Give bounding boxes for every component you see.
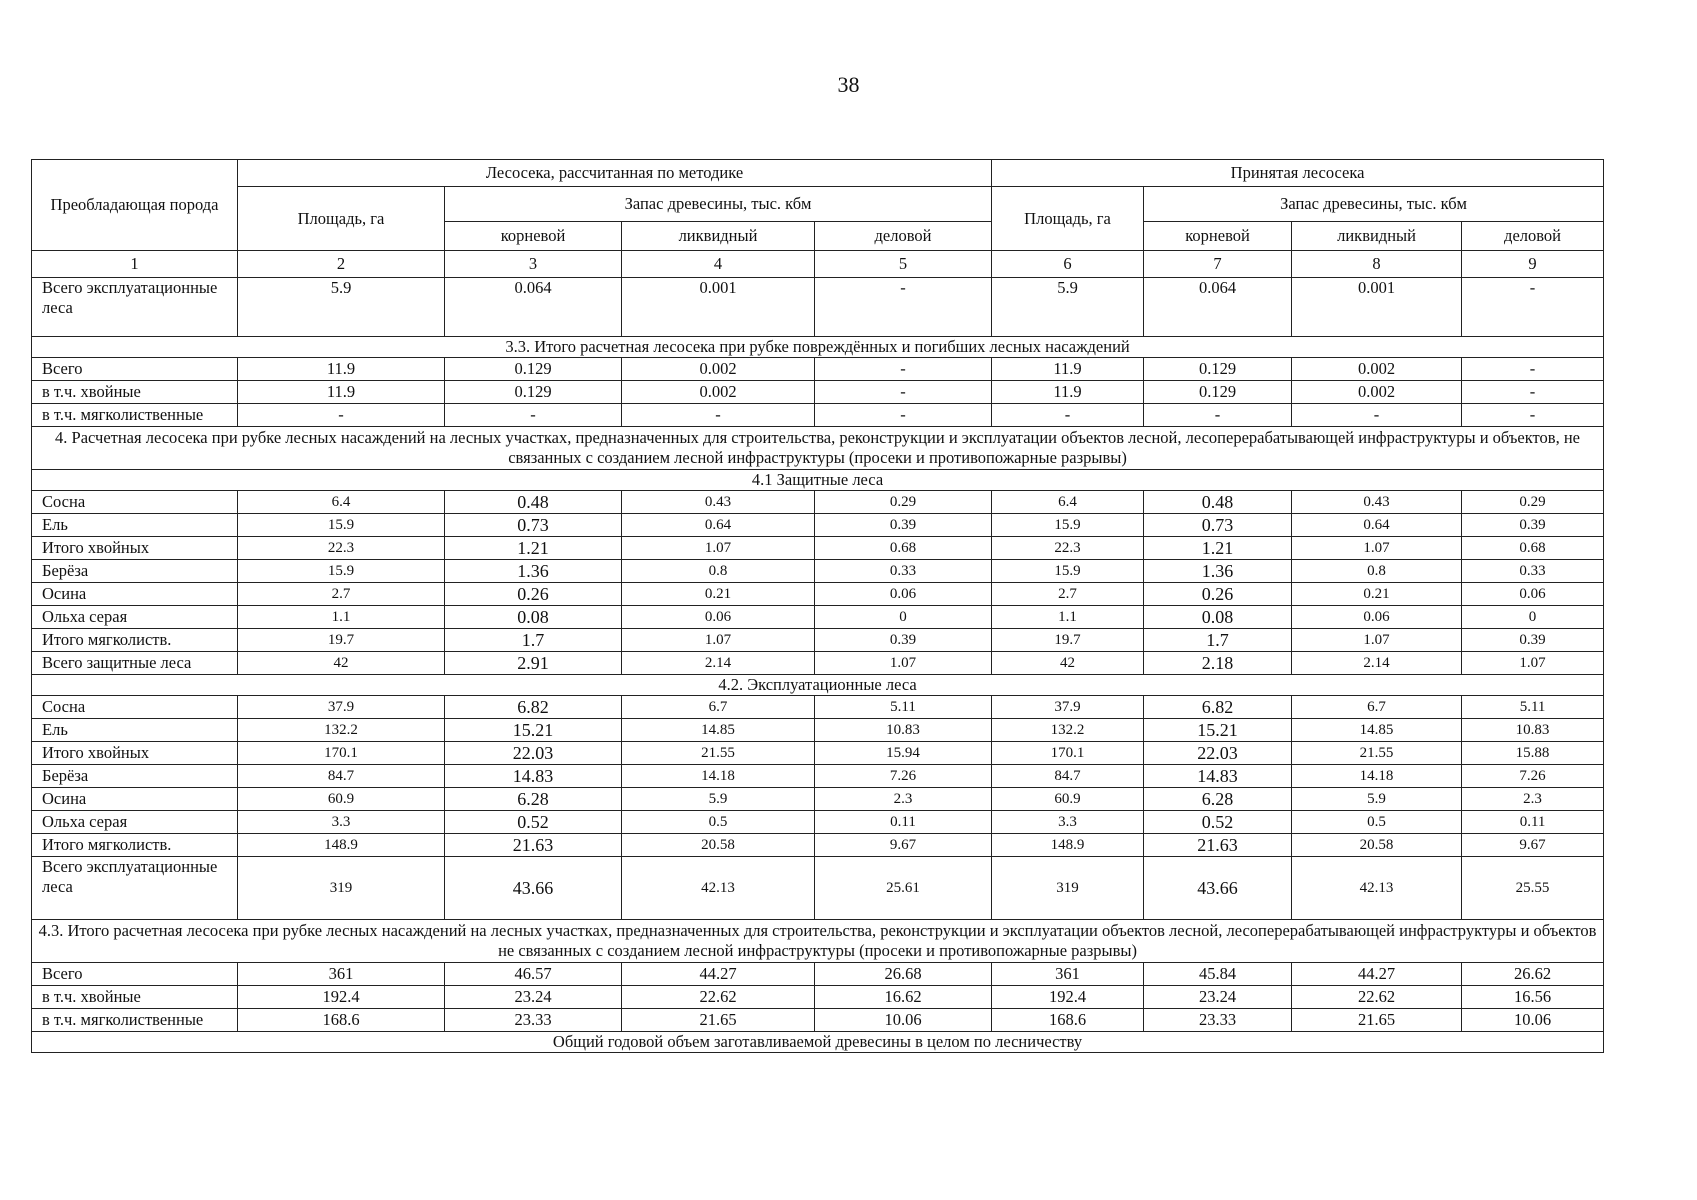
table-cell: - <box>815 358 992 381</box>
column-number: 9 <box>1462 251 1604 278</box>
table-cell: 21.63 <box>445 834 622 857</box>
table-cell: 132.2 <box>238 719 445 742</box>
header-business-calc: деловой <box>815 222 992 251</box>
table-cell: 42.13 <box>622 857 815 920</box>
table-cell: - <box>1144 404 1292 427</box>
table-cell: 2.7 <box>992 583 1144 606</box>
table-cell: 21.63 <box>1144 834 1292 857</box>
table-row <box>32 765 1604 788</box>
table-cell: 1.07 <box>1292 629 1462 652</box>
table-cell: 0.08 <box>445 606 622 629</box>
row-label: Всего защитные леса <box>32 652 238 675</box>
table-cell: 6.82 <box>445 696 622 719</box>
section-title-row <box>32 675 1604 696</box>
table-cell: 0.48 <box>1144 491 1292 514</box>
column-number: 3 <box>445 251 622 278</box>
table-cell: 148.9 <box>992 834 1144 857</box>
header-stock-calc: Запас древесины, тыс. кбм <box>445 187 992 222</box>
table-cell: 20.58 <box>1292 834 1462 857</box>
table-cell: 0.002 <box>1292 381 1462 404</box>
table-cell: 15.9 <box>992 560 1144 583</box>
table-cell: - <box>622 404 815 427</box>
table-cell: 0.129 <box>445 381 622 404</box>
table-cell: 1.1 <box>238 606 445 629</box>
column-number-row <box>32 251 1604 278</box>
table-cell: - <box>238 404 445 427</box>
section-title: 4.1 Защитные леса <box>32 470 1604 491</box>
row-label: Ель <box>32 514 238 537</box>
table-cell: 132.2 <box>992 719 1144 742</box>
table-cell: 7.26 <box>815 765 992 788</box>
table-cell: 20.58 <box>622 834 815 857</box>
table-cell: 0.129 <box>1144 381 1292 404</box>
table-cell: 0.68 <box>815 537 992 560</box>
table-cell: 168.6 <box>992 1009 1144 1032</box>
header-area-accepted: Площадь, га <box>992 187 1144 251</box>
table-cell: - <box>1462 278 1604 337</box>
table-cell: 26.62 <box>1462 963 1604 986</box>
table-cell: 26.68 <box>815 963 992 986</box>
table-cell: 1.1 <box>992 606 1144 629</box>
header-accepted-group: Принятая лесосека <box>992 160 1604 187</box>
section-title-row <box>32 1032 1604 1053</box>
table-cell: 14.18 <box>622 765 815 788</box>
table-cell: 10.06 <box>815 1009 992 1032</box>
table-cell: 6.28 <box>1144 788 1292 811</box>
table-cell: 19.7 <box>992 629 1144 652</box>
section-title: 4. Расчетная лесосека при рубке лесных насаждений на лесных участках, предназначенных для строительства, реконструкции и эксплуатации объектов лесной, лесоперерабатывающей инфраструктуры и объектов, не связанных с созданием лесной инфраструктуры (просеки и противопожарные разрывы) <box>32 427 1604 470</box>
table-cell: 42.13 <box>1292 857 1462 920</box>
table-cell: 0.52 <box>1144 811 1292 834</box>
table-cell: 23.33 <box>445 1009 622 1032</box>
table-cell: 5.9 <box>1292 788 1462 811</box>
table-cell: 2.14 <box>622 652 815 675</box>
table-cell: 1.36 <box>1144 560 1292 583</box>
section-title-row <box>32 337 1604 358</box>
row-label: в т.ч. мягколиственные <box>32 1009 238 1032</box>
table-cell: 0.001 <box>1292 278 1462 337</box>
table-cell: 43.66 <box>445 857 622 920</box>
table-cell: 19.7 <box>238 629 445 652</box>
row-label: в т.ч. хвойные <box>32 381 238 404</box>
column-number: 7 <box>1144 251 1292 278</box>
table-cell: 15.21 <box>445 719 622 742</box>
table-cell: 10.83 <box>815 719 992 742</box>
table-cell: 15.9 <box>992 514 1144 537</box>
table-cell: 1.21 <box>445 537 622 560</box>
table-cell: 0 <box>1462 606 1604 629</box>
table-cell: 0.001 <box>622 278 815 337</box>
row-label: Итого хвойных <box>32 537 238 560</box>
row-label: Всего <box>32 358 238 381</box>
table-cell: 0.43 <box>1292 491 1462 514</box>
column-number: 6 <box>992 251 1144 278</box>
table-cell: 45.84 <box>1144 963 1292 986</box>
table-cell: 1.7 <box>1144 629 1292 652</box>
table-cell: 0.002 <box>1292 358 1462 381</box>
table-cell: 0.11 <box>1462 811 1604 834</box>
row-label: Ольха серая <box>32 606 238 629</box>
table-cell: - <box>1462 381 1604 404</box>
table-cell: 1.21 <box>1144 537 1292 560</box>
table-cell: 0.64 <box>1292 514 1462 537</box>
table-cell: 0.39 <box>815 514 992 537</box>
row-label: Итого мягколиств. <box>32 629 238 652</box>
table-cell: 14.85 <box>1292 719 1462 742</box>
table-cell: 11.9 <box>238 358 445 381</box>
table-cell: 0.39 <box>1462 514 1604 537</box>
section-title-row <box>32 920 1604 963</box>
table-cell: 22.3 <box>238 537 445 560</box>
table-cell: 2.18 <box>1144 652 1292 675</box>
table-cell: 25.55 <box>1462 857 1604 920</box>
table-row <box>32 629 1604 652</box>
table-cell: 14.83 <box>1144 765 1292 788</box>
table-cell: 37.9 <box>238 696 445 719</box>
table-cell: 2.3 <box>1462 788 1604 811</box>
table-cell: 361 <box>238 963 445 986</box>
table-cell: 0.33 <box>1462 560 1604 583</box>
table-cell: 0.48 <box>445 491 622 514</box>
table-cell: 0.8 <box>1292 560 1462 583</box>
table-row <box>32 381 1604 404</box>
table-cell: 0.43 <box>622 491 815 514</box>
table-cell: 84.7 <box>238 765 445 788</box>
table-cell: 14.18 <box>1292 765 1462 788</box>
table-cell: 21.55 <box>622 742 815 765</box>
table-row <box>32 358 1604 381</box>
table-cell: 15.21 <box>1144 719 1292 742</box>
table-cell: 0.64 <box>622 514 815 537</box>
table-cell: 0.06 <box>1462 583 1604 606</box>
table-cell: 6.28 <box>445 788 622 811</box>
table-cell: 14.83 <box>445 765 622 788</box>
table-cell: 0.064 <box>1144 278 1292 337</box>
table-row <box>32 404 1604 427</box>
column-number: 8 <box>1292 251 1462 278</box>
table-cell: 22.03 <box>1144 742 1292 765</box>
table-row <box>32 811 1604 834</box>
table-cell: 6.7 <box>1292 696 1462 719</box>
table-cell: 0.08 <box>1144 606 1292 629</box>
table-cell: 1.36 <box>445 560 622 583</box>
table-cell: 15.9 <box>238 560 445 583</box>
section-title: Общий годовой объем заготавливаемой древесины в целом по лесничеству <box>32 1032 1604 1053</box>
table-cell: 0.68 <box>1462 537 1604 560</box>
table-cell: 0.129 <box>445 358 622 381</box>
table-cell: 15.94 <box>815 742 992 765</box>
table-cell: 0.39 <box>815 629 992 652</box>
table-cell: 0.73 <box>1144 514 1292 537</box>
table-cell: - <box>1462 358 1604 381</box>
table-cell: 60.9 <box>238 788 445 811</box>
table-cell: 23.33 <box>1144 1009 1292 1032</box>
table-cell: 361 <box>992 963 1144 986</box>
table-row <box>32 278 1604 337</box>
table-cell: 170.1 <box>238 742 445 765</box>
table-cell: 1.07 <box>1292 537 1462 560</box>
table-cell: 23.24 <box>1144 986 1292 1009</box>
table-row <box>32 963 1604 986</box>
table-cell: 11.9 <box>238 381 445 404</box>
table-cell: 168.6 <box>238 1009 445 1032</box>
section-title-row <box>32 427 1604 470</box>
page-number: 38 <box>837 72 860 97</box>
table-cell: 0.06 <box>622 606 815 629</box>
column-number: 5 <box>815 251 992 278</box>
table-row <box>32 986 1604 1009</box>
header-stock-accepted: Запас древесины, тыс. кбм <box>1144 187 1604 222</box>
table-cell: 10.06 <box>1462 1009 1604 1032</box>
table-row <box>32 583 1604 606</box>
table-row <box>32 857 1604 920</box>
harvest-table <box>31 159 1604 1053</box>
table-cell: 0.002 <box>622 358 815 381</box>
header-root-calc: корневой <box>445 222 622 251</box>
table-cell: 0.21 <box>622 583 815 606</box>
table-cell: 319 <box>238 857 445 920</box>
column-number: 1 <box>32 251 238 278</box>
table-cell: 21.65 <box>622 1009 815 1032</box>
row-label: Осина <box>32 788 238 811</box>
table-cell: - <box>815 278 992 337</box>
table-cell: 21.55 <box>1292 742 1462 765</box>
section-title: 3.3. Итого расчетная лесосека при рубке повреждённых и погибших лесных насаждений <box>32 337 1604 358</box>
table-cell: 1.07 <box>622 629 815 652</box>
table-cell: 14.85 <box>622 719 815 742</box>
row-label: Всего эксплуатационные леса <box>32 278 238 337</box>
table-cell: 3.3 <box>238 811 445 834</box>
table-cell: 0.11 <box>815 811 992 834</box>
table-cell: 0.21 <box>1292 583 1462 606</box>
table-cell: 42 <box>992 652 1144 675</box>
table-cell: 170.1 <box>992 742 1144 765</box>
table-cell: 0.5 <box>622 811 815 834</box>
row-label: Осина <box>32 583 238 606</box>
table-cell: 22.62 <box>622 986 815 1009</box>
table-cell: 15.9 <box>238 514 445 537</box>
table-cell: 6.82 <box>1144 696 1292 719</box>
table-cell: 16.56 <box>1462 986 1604 1009</box>
column-number: 2 <box>238 251 445 278</box>
table-cell: 60.9 <box>992 788 1144 811</box>
table-cell: 11.9 <box>992 381 1144 404</box>
table-cell: 9.67 <box>1462 834 1604 857</box>
table-cell: 0.002 <box>622 381 815 404</box>
column-number: 4 <box>622 251 815 278</box>
row-label: в т.ч. мягколиственные <box>32 404 238 427</box>
header-liquid-calc: ликвидный <box>622 222 815 251</box>
table-row <box>32 560 1604 583</box>
table-cell: 319 <box>992 857 1144 920</box>
table-cell: 2.14 <box>1292 652 1462 675</box>
table-cell: 6.7 <box>622 696 815 719</box>
table-cell: 22.3 <box>992 537 1144 560</box>
section-title: 4.3. Итого расчетная лесосека при рубке лесных насаждений на лесных участках, предназначенных для строительства, реконструкции и эксплуатации объектов лесной, лесоперерабатывающей инфраструктуры и объектов не связанных с созданием лесной инфраструктуры (просеки и противопожарные разрывы) <box>32 920 1604 963</box>
section-title: 4.2. Эксплуатационные леса <box>32 675 1604 696</box>
row-label: Берёза <box>32 560 238 583</box>
row-label: в т.ч. хвойные <box>32 986 238 1009</box>
row-label: Всего <box>32 963 238 986</box>
table-cell: 25.61 <box>815 857 992 920</box>
table-cell: 10.83 <box>1462 719 1604 742</box>
table-cell: 46.57 <box>445 963 622 986</box>
table-cell: 0.8 <box>622 560 815 583</box>
table-cell: - <box>815 381 992 404</box>
row-label: Сосна <box>32 491 238 514</box>
row-label: Ель <box>32 719 238 742</box>
table-cell: 9.67 <box>815 834 992 857</box>
table-cell: 192.4 <box>238 986 445 1009</box>
table-cell: 6.4 <box>992 491 1144 514</box>
table-cell: 5.9 <box>992 278 1144 337</box>
header-species: Преобладающая порода <box>32 160 238 251</box>
table-cell: 0.5 <box>1292 811 1462 834</box>
table-cell: 42 <box>238 652 445 675</box>
table-cell: - <box>1292 404 1462 427</box>
table-cell: 5.11 <box>1462 696 1604 719</box>
table-cell: 44.27 <box>1292 963 1462 986</box>
table-cell: 1.07 <box>815 652 992 675</box>
table-cell: 2.91 <box>445 652 622 675</box>
table-row <box>32 719 1604 742</box>
table-cell: 43.66 <box>1144 857 1292 920</box>
table-cell: 84.7 <box>992 765 1144 788</box>
table-cell: - <box>815 404 992 427</box>
table-row <box>32 696 1604 719</box>
table-cell: 2.7 <box>238 583 445 606</box>
table-cell: - <box>445 404 622 427</box>
table-cell: 0.29 <box>1462 491 1604 514</box>
table-cell: 11.9 <box>992 358 1144 381</box>
table-cell: 0.29 <box>815 491 992 514</box>
table-row <box>32 788 1604 811</box>
table-cell: 2.3 <box>815 788 992 811</box>
table-row <box>32 537 1604 560</box>
table-row <box>32 514 1604 537</box>
table-row <box>32 606 1604 629</box>
row-label: Ольха серая <box>32 811 238 834</box>
table-cell: 16.62 <box>815 986 992 1009</box>
table-row <box>32 491 1604 514</box>
table-cell: 5.9 <box>622 788 815 811</box>
header-calc-group: Лесосека, рассчитанная по методике <box>238 160 992 187</box>
table-cell: 1.7 <box>445 629 622 652</box>
table-cell: 0.06 <box>1292 606 1462 629</box>
row-label: Всего эксплуатационные леса <box>32 857 238 920</box>
table-cell: 23.24 <box>445 986 622 1009</box>
table-cell: 0.129 <box>1144 358 1292 381</box>
table-row <box>32 652 1604 675</box>
table-cell: 15.88 <box>1462 742 1604 765</box>
table-cell: 37.9 <box>992 696 1144 719</box>
header-area-calc: Площадь, га <box>238 187 445 251</box>
table-cell: 148.9 <box>238 834 445 857</box>
table-cell: 0.39 <box>1462 629 1604 652</box>
row-label: Итого мягколиств. <box>32 834 238 857</box>
table-cell: 5.9 <box>238 278 445 337</box>
section-title-row <box>32 470 1604 491</box>
table-cell: 21.65 <box>1292 1009 1462 1032</box>
table-cell: 0.06 <box>815 583 992 606</box>
table-cell: 7.26 <box>1462 765 1604 788</box>
table-cell: 0.52 <box>445 811 622 834</box>
table-cell: 3.3 <box>992 811 1144 834</box>
table-cell: 44.27 <box>622 963 815 986</box>
table-row <box>32 1009 1604 1032</box>
header-business-accepted: деловой <box>1462 222 1604 251</box>
table-row <box>32 834 1604 857</box>
table-cell: 0.064 <box>445 278 622 337</box>
table-cell: 1.07 <box>622 537 815 560</box>
table-cell: 22.62 <box>1292 986 1462 1009</box>
row-label: Сосна <box>32 696 238 719</box>
table-cell: 0.73 <box>445 514 622 537</box>
table-cell: - <box>992 404 1144 427</box>
table-cell: 22.03 <box>445 742 622 765</box>
header-root-accepted: корневой <box>1144 222 1292 251</box>
table-row <box>32 742 1604 765</box>
table-cell: 0.26 <box>445 583 622 606</box>
table-cell: 0.33 <box>815 560 992 583</box>
table-cell: 192.4 <box>992 986 1144 1009</box>
table-cell: 5.11 <box>815 696 992 719</box>
table-cell: 0.26 <box>1144 583 1292 606</box>
header-liquid-accepted: ликвидный <box>1292 222 1462 251</box>
table-cell: 0 <box>815 606 992 629</box>
table-cell: - <box>1462 404 1604 427</box>
row-label: Берёза <box>32 765 238 788</box>
table-cell: 1.07 <box>1462 652 1604 675</box>
row-label: Итого хвойных <box>32 742 238 765</box>
table-cell: 6.4 <box>238 491 445 514</box>
